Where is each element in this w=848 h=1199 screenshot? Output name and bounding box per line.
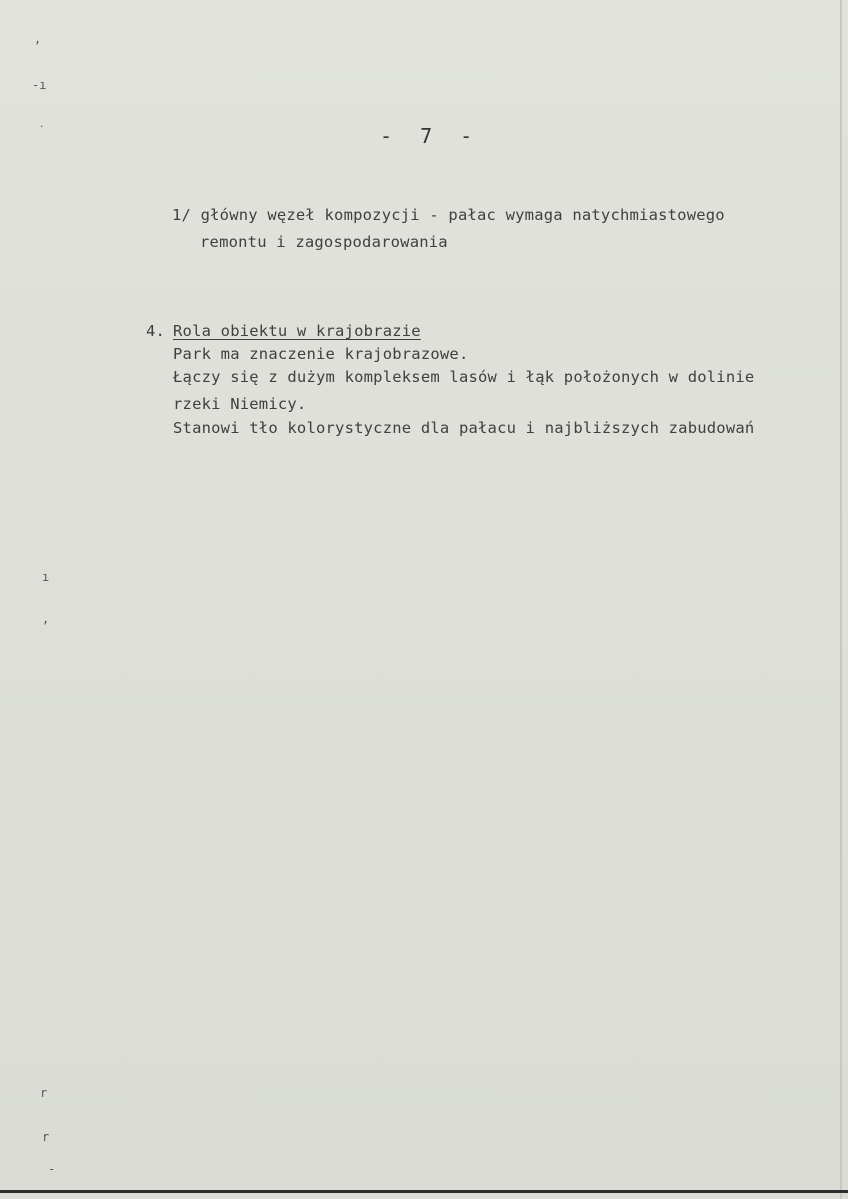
page-number: - 7 -: [380, 124, 481, 148]
page-edge: [840, 0, 842, 1199]
margin-mark: r: [42, 1130, 50, 1144]
margin-mark: -ı: [32, 78, 47, 92]
margin-mark: ,: [34, 32, 42, 46]
section-text-line-4: Stanowi tło kolorystyczne dla pałacu i najbliższych zabudowań: [173, 419, 755, 437]
item-1-line-1: 1/ główny węzeł kompozycji - pałac wymaga natychmiastowego: [172, 206, 725, 224]
item-1-line-2: remontu i zagospodarowania: [200, 233, 448, 251]
section-text-line-3: rzeki Niemicy.: [173, 395, 307, 413]
section-text-line-2: Łączy się z dużym kompleksem lasów i łąk położonych w dolinie: [173, 368, 755, 386]
margin-mark: r: [40, 1086, 48, 1100]
margin-mark: ˙: [38, 124, 46, 138]
section-text-line-1: Park ma znaczenie krajobrazowe.: [173, 345, 469, 363]
section-number: 4.: [146, 322, 166, 340]
margin-mark: ,: [42, 612, 50, 626]
section-heading: Rola obiektu w krajobrazie: [173, 322, 421, 340]
margin-mark: ı: [42, 570, 50, 584]
margin-mark: -: [48, 1162, 56, 1176]
page-bottom-edge: [0, 1190, 848, 1193]
